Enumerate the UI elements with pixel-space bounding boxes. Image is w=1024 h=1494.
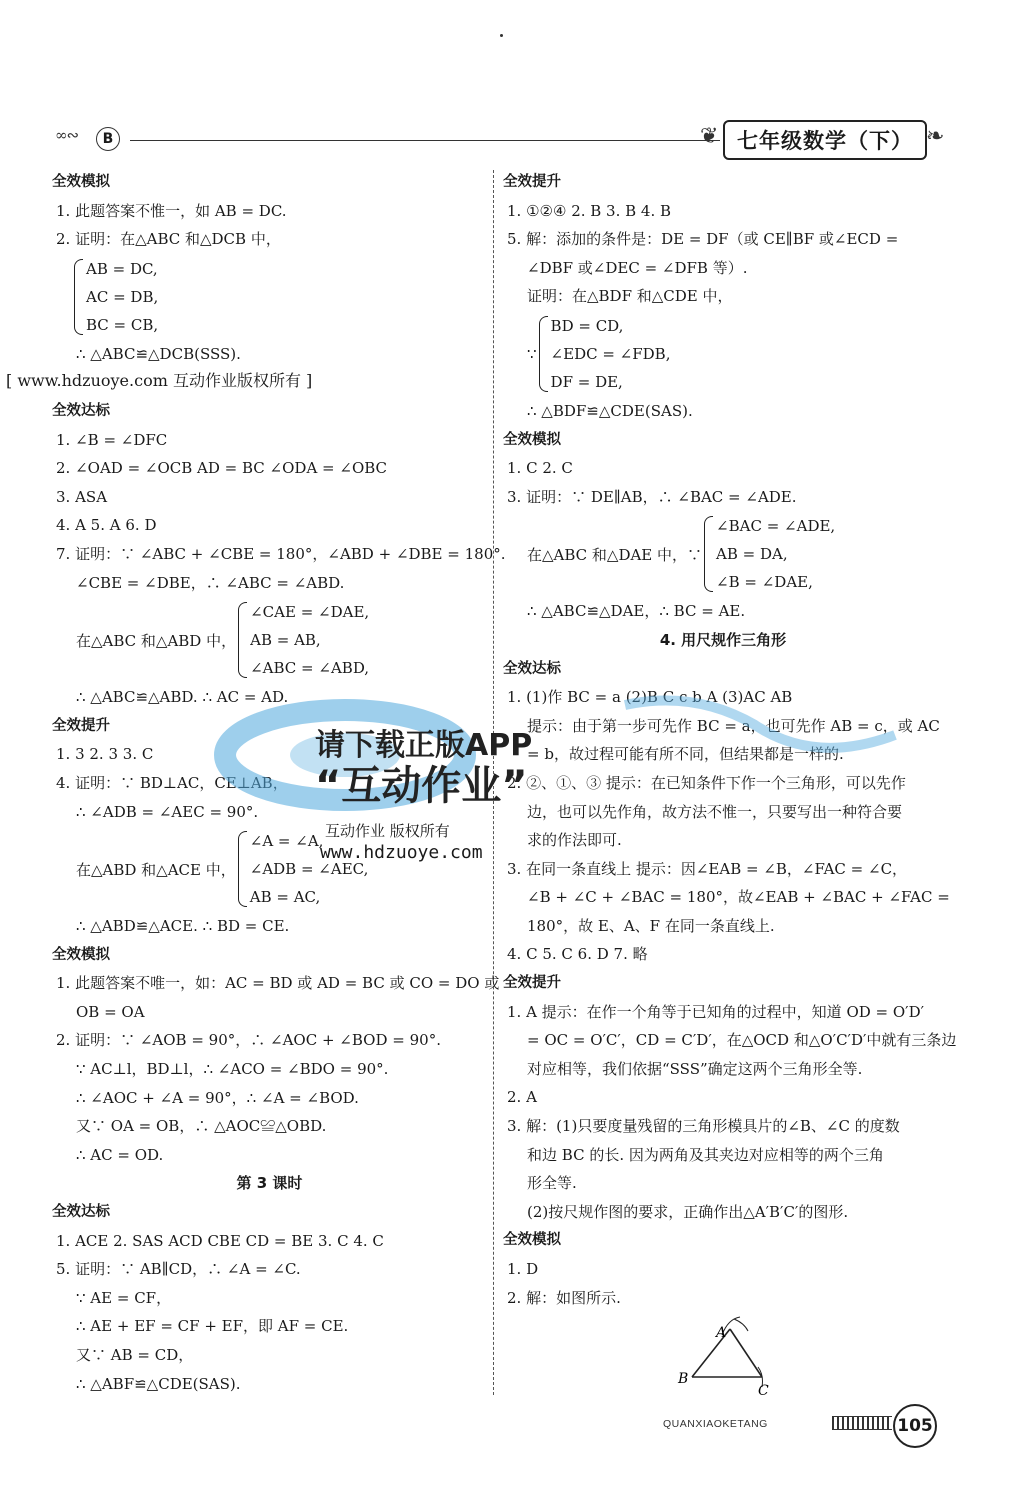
watermark-line1: 请下载正版APP	[315, 728, 533, 763]
equation-item: ∠ADB = ∠AEC,	[249, 860, 369, 879]
equation-item: AB = AB,	[250, 631, 321, 650]
answer-line: 1. A 提示：在作一个角等于已知角的过程中，知道 OD = O′D′	[507, 1002, 925, 1021]
answer-line: 2. 证明：在△ABC 和△DCB 中，	[56, 230, 281, 249]
answer-line: 提示：由于第一步可先作 BC = a，也可先作 AB = c，或 AC	[527, 716, 940, 735]
equation-system	[503, 311, 943, 397]
equation-item: AC = DB,	[86, 287, 159, 306]
lesson-heading: 第 3 课时	[236, 1174, 303, 1193]
answer-line: ∴ △ABF≌△CDE(SAS).	[76, 1374, 241, 1393]
answer-line: 5. 解：添加的条件是：DE = DF（或 CE∥BF 或∠ECD =	[507, 230, 899, 249]
answer-line: 180°，故 E、A、F 在同一条直线上.	[527, 916, 775, 935]
answer-line: 求的作法即可.	[527, 831, 622, 850]
footer-brand: QUANXIAOKETANG	[663, 1418, 768, 1430]
answer-line: 1. ACE 2. SAS ACD CBE CD = BE 3. C 4. C	[56, 1231, 384, 1250]
equation-item: ∠CAE = ∠DAE,	[250, 603, 370, 622]
answer-line: OB = OA	[76, 1002, 145, 1021]
answer-line: 对应相等，我们依据“SSS”确定这两个三角形全等.	[527, 1059, 863, 1078]
answer-line: 1. 3 2. 3 3. C	[56, 745, 154, 764]
vertex-b-label: B	[678, 1371, 689, 1387]
answer-line: ∠DBF 或∠DEC = ∠DFB 等）.	[527, 258, 748, 277]
equation-item: ∠BAC = ∠ADE,	[716, 517, 836, 536]
answer-line: 7. 证明：∵ ∠ABC + ∠CBE = 180°，∠ABD + ∠DBE = 180°.	[56, 544, 506, 563]
page-title: 七年级数学（下）	[737, 129, 913, 153]
answer-line: 2. ∠OAD = ∠OCB AD = BC ∠ODA = ∠OBC	[56, 459, 388, 478]
answer-line: 和边 BC 的长. 因为两角及其夹边对应相等的两个三角	[527, 1145, 884, 1164]
stray-dot	[500, 34, 503, 37]
answer-line: ∴ △ABC≌△ABD. ∴ AC = AD.	[76, 688, 289, 707]
watermark-link: [ www.hdzuoye.com 互动作业版权所有 ]	[6, 371, 313, 390]
answer-line: (2)按尺规作图的要求，正确作出△A′B′C′的图形.	[527, 1202, 849, 1221]
equation-item: ∠B = ∠DAE,	[716, 573, 813, 592]
equation-item: ∠EDC = ∠FDB,	[550, 344, 671, 363]
brace-bracket	[704, 516, 713, 592]
brace-bracket	[238, 602, 247, 678]
header-title-box	[723, 120, 927, 160]
answer-line: ∴ ∠AOC + ∠A = 90°，∴ ∠A = ∠BOD.	[76, 1088, 359, 1107]
watermark-line2: “互动作业”	[315, 763, 528, 809]
answer-line: ∴ △ABD≌△ACE. ∴ BD = CE.	[76, 917, 290, 936]
answer-line: 3. 在同一条直线上 提示：因∠EAB = ∠B，∠FAC = ∠C，	[507, 859, 908, 878]
vertex-a-label: A	[716, 1325, 727, 1341]
answer-line: ∴ △ABC≌△DCB(SSS).	[76, 344, 241, 363]
watermark-line4: www.hdzuoye.com	[320, 842, 483, 863]
page-number: 105	[893, 1404, 937, 1448]
answer-line: 2. 证明：∵ ∠AOB = 90°，∴ ∠AOC + ∠BOD = 90°.	[56, 1031, 441, 1050]
answer-line: 4. 证明：∵ BD⊥AC，CE⊥AB，	[56, 773, 288, 792]
answer-line: ∴ △BDF≌△CDE(SAS).	[527, 401, 693, 420]
answer-line: ∴ AC = OD.	[76, 1145, 164, 1164]
section-title: 全效模拟	[52, 174, 110, 190]
section-title: 全效模拟	[503, 431, 561, 448]
answer-line: = b，故过程可能有所不同，但结果都是一样的.	[527, 745, 844, 764]
answer-line: 4. A 5. A 6. D	[56, 516, 157, 535]
section-title: 全效模拟	[503, 1232, 561, 1249]
answer-line: 1. C 2. C	[507, 459, 573, 478]
answer-line: 1. D	[507, 1260, 539, 1278]
header-left-ornament: ∞∾	[55, 126, 79, 144]
answer-line: 3. ASA	[56, 487, 108, 506]
brace-lead: 在△ABD 和△ACE 中，	[76, 860, 236, 879]
answer-line: ∴ ∠ADB = ∠AEC = 90°.	[76, 802, 259, 821]
equation-item: AB = AC,	[249, 888, 321, 907]
brace-bracket	[74, 259, 83, 335]
equation-item: BD = CD,	[550, 316, 624, 335]
answer-line: 又∵ OA = OB，∴ △AOC≌△OBD.	[76, 1117, 327, 1136]
answer-line: 1. 此题答案不惟一，如 AB = DC.	[56, 201, 287, 220]
equation-item: DF = DE,	[550, 372, 623, 391]
equation-item: AB = DC,	[86, 259, 158, 278]
section-title: 全效提升	[503, 975, 561, 992]
answer-line: 3. 解：(1)只要度量残留的三角形模具片的∠B、∠C 的度数	[507, 1117, 900, 1136]
answer-line: 边，也可以先作角，故方法不惟一，只要写出一种符合要	[527, 802, 903, 821]
equation-system	[52, 254, 487, 340]
watermark-line3: 互动作业 版权所有	[325, 822, 450, 840]
answer-line: ∠CBE = ∠DBE，∴ ∠ABC = ∠ABD.	[76, 573, 345, 592]
equation-item: ∠A = ∠A,	[249, 832, 324, 851]
header-ornament-left: ❦	[700, 124, 719, 149]
answer-line: 证明：在△BDF 和△CDE 中，	[527, 287, 733, 306]
equation-item: BC = CB,	[86, 315, 159, 334]
answer-line: 4. C 5. C 6. D 7. 略	[507, 945, 648, 964]
equation-item: AB = DA,	[716, 545, 788, 564]
right-column	[503, 168, 957, 1312]
equation-system	[503, 511, 943, 597]
answer-line: 形全等.	[527, 1174, 577, 1193]
chapter-heading: 4. 用尺规作三角形	[659, 630, 787, 649]
section-title: 全效达标	[52, 402, 110, 419]
brace-lead: 在△ABC 和△DAE 中，∵	[527, 545, 703, 564]
vertex-c-label: C	[758, 1383, 769, 1399]
brace-bracket	[539, 316, 548, 392]
answer-line: ∠B + ∠C + ∠BAC = 180°，故∠EAB + ∠BAC + ∠FAC =	[527, 888, 950, 907]
answer-line: ∵ AE = CF，	[76, 1288, 172, 1307]
answer-line: 又∵ AB = CD，	[76, 1346, 194, 1364]
answer-line: ∵ AC⊥l，BD⊥l，∴ ∠ACO = ∠BDO = 90°.	[76, 1060, 389, 1079]
answer-line: 3. 证明：∵ DE∥AB，∴ ∠BAC = ∠ADE.	[507, 487, 797, 506]
equation-system	[52, 597, 487, 683]
section-title: 全效提升	[503, 174, 561, 190]
section-title: 全效达标	[503, 660, 561, 677]
brace-lead: ∵	[527, 344, 537, 363]
triangle-construction-figure	[672, 1305, 792, 1400]
header-badge: B	[96, 127, 120, 151]
answer-line: 1. 此题答案不唯一，如：AC = BD 或 AD = BC 或 CO = DO 或	[56, 974, 500, 993]
section-title: 全效提升	[52, 717, 110, 734]
answer-line: 2. 解：如图所示.	[507, 1288, 621, 1307]
header-ornament-right: ❧	[926, 124, 945, 149]
brace-bracket	[238, 831, 247, 907]
equation-item: ∠ABC = ∠ABD,	[250, 659, 370, 678]
section-title: 全效达标	[52, 1204, 110, 1221]
brace-lead: 在△ABC 和△ABD 中，	[76, 631, 237, 650]
answer-line: 5. 证明：∵ AB∥CD，∴ ∠A = ∠C.	[56, 1260, 301, 1279]
answer-line: 2. A	[507, 1088, 537, 1107]
answer-line: 1. (1)作 BC = a (2)B C c b A (3)AC AB	[507, 688, 793, 707]
answer-line: 1. ∠B = ∠DFC	[56, 430, 168, 449]
footer-ornament	[832, 1416, 892, 1430]
section-title: 全效模拟	[52, 946, 110, 963]
answer-line: 2. ②、①、③ 提示：在已知条件下作一个三角形，可以先作	[507, 773, 906, 792]
answer-line: ∴ AE + EF = CF + EF，即 AF = CE.	[76, 1317, 349, 1336]
answer-line: 1. ①②④ 2. B 3. B 4. B	[507, 201, 672, 220]
answer-line: ∴ △ABC≌△DAE，∴ BC = AE.	[527, 602, 746, 621]
header-rule	[130, 140, 720, 141]
answer-line: = OC = O′C′，CD = C′D′，在△OCD 和△O′C′D′中就有三条边	[527, 1031, 957, 1050]
